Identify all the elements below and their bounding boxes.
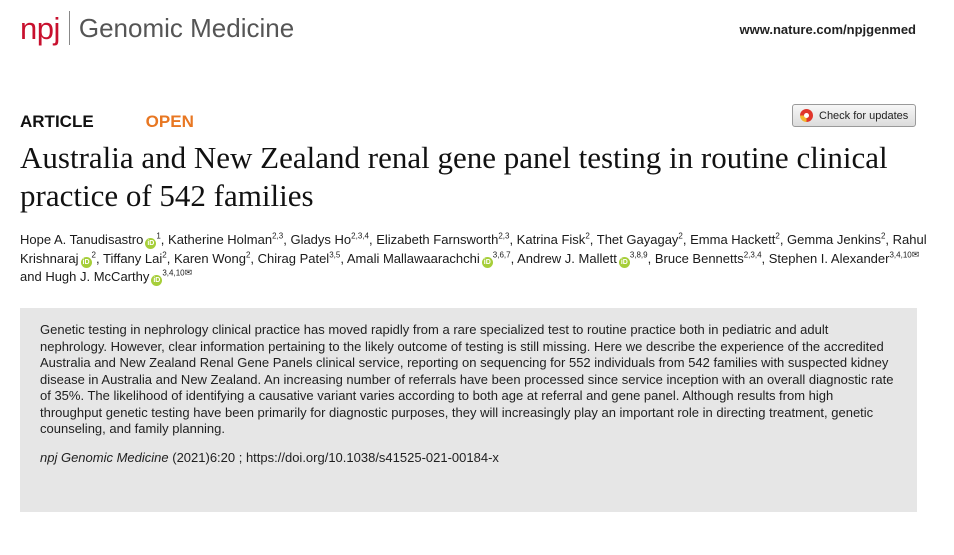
author-affiliation[interactable]: 2	[162, 250, 167, 260]
author-name[interactable]: Elizabeth Farnsworth	[376, 232, 499, 247]
author-name[interactable]: Amali Mallawaarachchi	[346, 250, 480, 266]
author-name[interactable]: Thet Gayagay	[596, 232, 679, 247]
author-name[interactable]: Tiffany Lai	[102, 250, 163, 266]
journal-header	[20, 10, 294, 46]
author-item	[103, 251, 167, 266]
author-item	[690, 232, 780, 247]
orcid-icon[interactable]: iD	[82, 258, 90, 266]
author-name[interactable]: Karen Wong	[173, 250, 246, 266]
author-separator: ,	[779, 232, 788, 247]
crossmark-icon	[800, 109, 813, 122]
author-item	[20, 232, 161, 247]
author-item	[376, 232, 509, 247]
check-for-updates-button[interactable]	[792, 104, 916, 127]
author-affiliation[interactable]: 2	[91, 250, 96, 260]
author-name[interactable]: Rahul Krishnaraj	[20, 232, 927, 266]
author-item	[290, 232, 369, 247]
check-for-updates-label: Check for updates	[819, 109, 909, 122]
author-name[interactable]: Gemma Jenkins	[787, 232, 881, 247]
author-affiliation[interactable]: 2	[678, 231, 683, 241]
envelope-icon[interactable]: ✉	[911, 249, 920, 260]
author-separator: ,	[761, 250, 769, 266]
author-separator: and	[20, 269, 46, 284]
author-affiliation[interactable]: 2,3,4	[351, 231, 369, 241]
citation-details[interactable]: (2021)6:20 ; https://doi.org/10.1038/s41525-021-00184-x	[168, 449, 499, 465]
author-separator: ,	[250, 250, 258, 266]
author-affiliation[interactable]: 2	[245, 250, 251, 260]
author-name[interactable]: Hugh J. McCarthy	[45, 269, 150, 284]
author-separator: ,	[510, 250, 518, 266]
author-affiliation[interactable]: 3,4,10	[162, 268, 185, 278]
logo-divider	[69, 11, 70, 45]
author-item	[258, 251, 341, 266]
npj-logo[interactable]: npj	[20, 10, 60, 46]
abstract-box	[20, 308, 917, 512]
orcid-icon[interactable]: iD	[153, 277, 161, 284]
author-item	[787, 232, 885, 247]
author-item	[517, 251, 648, 266]
author-affiliation[interactable]: 3,6,7	[492, 250, 511, 260]
article-type-label: ARTICLE	[20, 112, 94, 131]
author-separator: ,	[283, 232, 291, 247]
author-affiliation[interactable]: 3,4,10	[889, 250, 912, 260]
author-name[interactable]: Stephen I. Alexander	[768, 250, 890, 266]
author-separator: ,	[340, 250, 347, 266]
author-name[interactable]: Chirag Patel	[257, 250, 330, 266]
author-item	[168, 232, 283, 247]
author-list	[20, 231, 940, 287]
author-affiliation[interactable]: 2,3	[272, 231, 284, 241]
author-separator: ,	[509, 232, 517, 247]
author-name[interactable]: Gladys Ho	[290, 232, 352, 247]
author-separator: ,	[95, 250, 103, 266]
author-item	[597, 232, 683, 247]
author-affiliation[interactable]: 2	[775, 231, 780, 241]
author-item	[45, 269, 192, 284]
author-affiliation[interactable]: 2,3,4	[743, 250, 762, 260]
orcid-icon[interactable]: iD	[147, 240, 155, 247]
author-item	[655, 251, 762, 266]
author-name[interactable]: Andrew J. Mallett	[517, 250, 617, 266]
author-separator: ,	[682, 232, 691, 247]
article-title: Australia and New Zealand renal gene panel testing in routine clinical practice of 542 families	[20, 140, 888, 213]
author-affiliation[interactable]: 3,5	[329, 250, 341, 260]
article-kicker	[20, 112, 194, 132]
author-item	[347, 251, 511, 266]
citation-journal: npj Genomic Medicine	[40, 449, 169, 465]
author-affiliation[interactable]: 1	[156, 231, 161, 241]
citation	[40, 450, 897, 465]
orcid-icon[interactable]: iD	[483, 258, 491, 266]
abstract-text: Genetic testing in nephrology clinical practice has moved rapidly from a rare specialized test to routine practice both in pediatric and adult nephrology. However, clear information pertaining to the likely outcome of testing is still missing. Here we describe the experience of the accredited Australia and New Zealand Renal Gene Panels clinical service, reporting on sequencing for 552 individuals from 542 families with suspected kidney disease in Australia and New Zealand. An increasing number of referrals have been processed since service inception with an overall diagnostic rate of 35%. The likelihood of identifying a causative variant varies according to both age at referral and gene panel. Although results from high throughput genetic testing have been primarily for diagnostic purposes, they will increasingly play an important role in directing treatment, genetic counseling, and family planning.	[40, 322, 894, 436]
author-item	[174, 251, 250, 266]
author-separator: ,	[160, 232, 169, 247]
author-separator: ,	[885, 232, 893, 247]
author-affiliation[interactable]: 2,3	[498, 231, 510, 241]
author-affiliation[interactable]: 2	[880, 231, 886, 241]
author-affiliation[interactable]: 2	[585, 231, 590, 241]
author-name[interactable]: Hope A. Tanudisastro	[20, 232, 144, 247]
author-name[interactable]: Bruce Bennetts	[654, 250, 744, 266]
author-separator: ,	[166, 250, 174, 266]
site-url-link[interactable]: www.nature.com/npjgenmed	[739, 22, 916, 37]
author-separator: ,	[589, 232, 597, 247]
author-item	[517, 232, 590, 247]
author-separator: ,	[647, 250, 655, 266]
author-name[interactable]: Emma Hackett	[690, 232, 776, 247]
author-name[interactable]: Katherine Holman	[168, 232, 273, 247]
orcid-icon[interactable]: iD	[620, 258, 628, 266]
open-access-label: OPEN	[145, 112, 194, 131]
journal-name[interactable]: Genomic Medicine	[78, 13, 295, 43]
author-item	[769, 251, 920, 266]
author-name[interactable]: Katrina Fisk	[516, 232, 586, 247]
author-affiliation[interactable]: 3,8,9	[629, 250, 648, 260]
envelope-icon[interactable]: ✉	[184, 267, 193, 278]
author-separator: ,	[368, 232, 377, 247]
